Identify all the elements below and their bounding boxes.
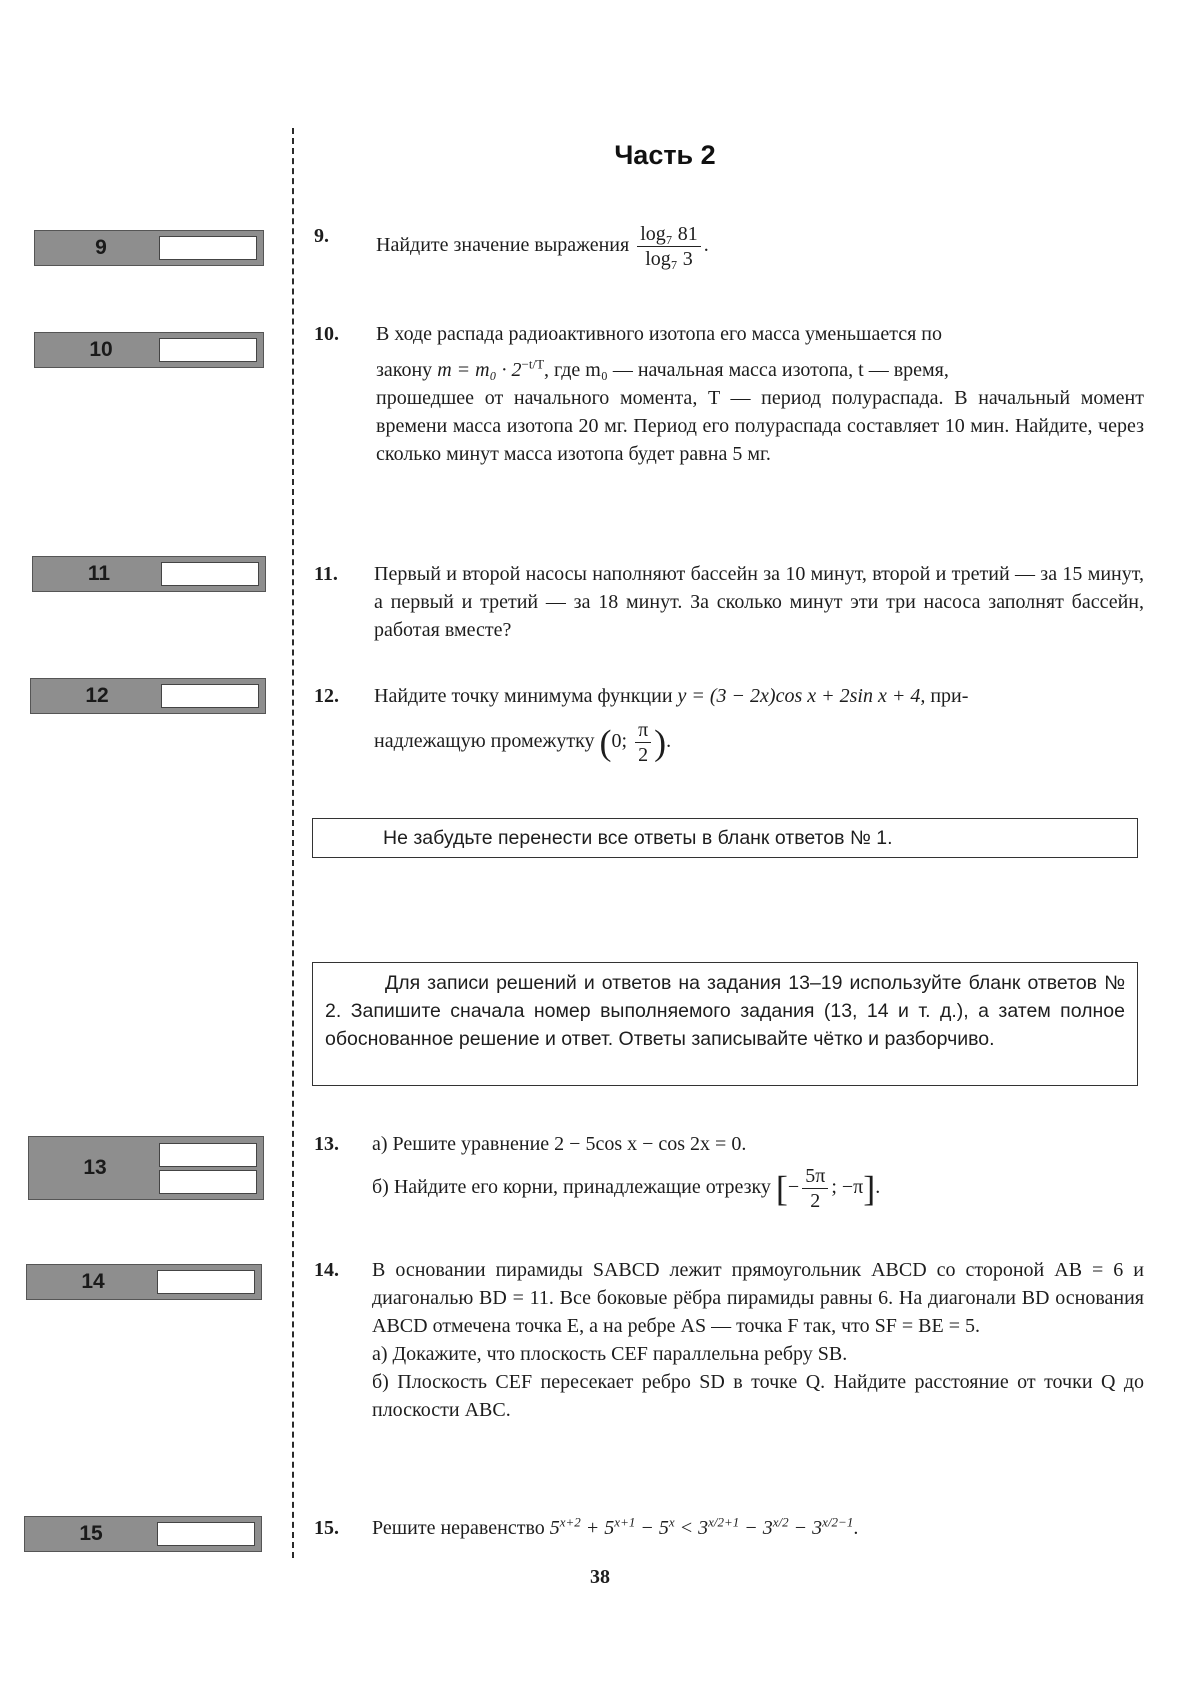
answer-field[interactable]: [159, 236, 257, 260]
answer-box-label: 15: [79, 1522, 103, 1545]
answer-field[interactable]: [157, 1522, 255, 1546]
task-14: [314, 1256, 1144, 1466]
task-line: прошедшее от начального момента, T — период полураспада. В начальный момент времени масса изотопа 20 мг. Период его полураспада составляет 10 мин. Найдите, через сколько минут масса изотопа будет равна 5 мг.: [376, 387, 1144, 465]
formula-part: − 5: [635, 1517, 669, 1539]
fraction: [802, 1164, 828, 1213]
task-number: 11.: [314, 563, 338, 585]
answer-box-label: 9: [95, 236, 107, 259]
formula-exponent: x/2: [772, 1514, 789, 1530]
interval-left: 0;: [611, 730, 628, 753]
task-body: [374, 682, 1144, 767]
task-line: В основании пирамиды SABCD лежит прямоугольник ABCD со стороной AB = 6 и диагональю BD = 11. Все боковые рёбра пирамиды равны 6. На диагонали BD основания ABCD отмечена точка E, а на ребре AS — точка F так, что SF = BE = 5.: [372, 1259, 1144, 1337]
cut-line: [292, 128, 294, 1558]
formula-part: − 3: [739, 1517, 773, 1539]
answer-field[interactable]: [161, 562, 259, 586]
task-end: .: [853, 1517, 859, 1539]
task-12: [314, 682, 1144, 782]
task-line: а) Решите уравнение 2 − 5cos x − cos 2x = 0.: [372, 1133, 747, 1155]
answer-field[interactable]: [159, 338, 257, 362]
formula: y = (3 − 2x)cos x + 2sin x + 4,: [677, 685, 926, 707]
task-13: [314, 1130, 1144, 1220]
instruction-text: Для записи решений и ответов на задания 13–19 используйте бланк ответов № 2. Запишите сначала номер выполняемого задания (13, 14 и т. д.), а затем полное обоснованное решение и ответ. Ответы записывайте чётко и разборчиво.: [325, 972, 1125, 1050]
answer-box-11: [32, 556, 266, 592]
fraction-numerator: 5π: [802, 1164, 828, 1189]
task-line: В ходе распада радиоактивного изотопа его масса уменьшается по: [376, 323, 942, 345]
task-text: Решите неравенство: [372, 1517, 545, 1539]
answer-box-label: 14: [81, 1270, 105, 1293]
formula-exponent: x+1: [614, 1514, 636, 1530]
paren-close: ): [654, 722, 667, 763]
task-body: [376, 222, 1144, 271]
notice-box: Не забудьте перенести все ответы в бланк ответов № 1.: [312, 818, 1138, 858]
fraction-denominator: log₇ 3: [645, 248, 693, 270]
answer-box-13: [28, 1136, 264, 1200]
part-title: Часть 2: [614, 140, 716, 170]
answer-box-15: [24, 1516, 262, 1552]
answer-box-10: [34, 332, 264, 368]
task-10: [314, 320, 1144, 520]
formula-exponent: x/2+1: [708, 1514, 740, 1530]
formula-exponent: x/2−1: [822, 1514, 854, 1530]
task-body: [372, 1130, 1144, 1213]
fraction-numerator: log₇ 81: [637, 222, 701, 247]
task-text: надлежащую промежутку: [374, 730, 595, 753]
answer-box-label: 13: [83, 1156, 107, 1179]
formula: [549, 1514, 854, 1539]
task-text: , где m₀ — начальная масса изотопа, t — время,: [544, 359, 949, 381]
task-body: Первый и второй насосы наполняют бассейн за 10 минут, второй и третий — за 15 минут, а первый и третий — за 18 минут. За сколько минут эти три насоса заполнят бассейн, работая вместе?: [374, 563, 1144, 641]
paren-open: (: [599, 722, 612, 763]
task-11: [314, 560, 1144, 652]
task-line: б) Найдите его корни, принадлежащие отрезку [− $\frac{5\pi}{2}$ ; −π].: [372, 1165, 881, 1212]
task-line: б) Плоскость CEF пересекает ребро SD в точке Q. Найдите расстояние от точки Q до плоскости ABC.: [372, 1371, 1144, 1421]
task-9: [314, 222, 1144, 282]
answer-field-b[interactable]: [159, 1170, 257, 1194]
answer-box-9: [34, 230, 264, 266]
task-text: закону: [376, 359, 433, 381]
task-text: б) Найдите его корни, принадлежащие отрезку: [372, 1176, 771, 1199]
task-body: [372, 1514, 1144, 1542]
task-number: 10.: [314, 323, 339, 345]
task-number: 12.: [314, 685, 339, 707]
task-text: Найдите точку минимума функции: [374, 685, 673, 707]
bracket-open: [: [775, 1168, 788, 1209]
instruction-box: [312, 962, 1138, 1086]
task-line: а) Докажите, что плоскость CEF параллельна ребру SB.: [372, 1343, 848, 1365]
formula-part: < 3: [674, 1517, 709, 1539]
answer-field[interactable]: [157, 1270, 255, 1294]
formula-part: − 3: [788, 1517, 823, 1539]
answer-field[interactable]: [161, 684, 259, 708]
segment-right: ; −π: [831, 1176, 864, 1199]
task-line: [374, 682, 1144, 710]
task-line: [376, 356, 1144, 384]
fraction-denominator: 2: [638, 744, 649, 766]
answer-box-label: 12: [85, 684, 109, 707]
task-body: [372, 1256, 1144, 1424]
answer-box-14: [26, 1264, 262, 1300]
formula-part: + 5: [580, 1517, 615, 1539]
answer-box-label: 10: [89, 338, 113, 361]
formula: m = m₀ · 2: [437, 359, 522, 381]
fraction: [635, 718, 651, 767]
answer-box-12: [30, 678, 266, 714]
bracket-close: ]: [863, 1168, 876, 1209]
task-end: .: [703, 234, 709, 257]
task-number: 15.: [314, 1517, 339, 1539]
task-text: Найдите значение выражения: [376, 234, 630, 257]
formula-part: 5: [549, 1517, 560, 1539]
fraction: [637, 222, 701, 271]
task-number: 9.: [314, 225, 329, 247]
fraction-numerator: π: [635, 718, 651, 743]
formula-exponent: −t/T: [521, 356, 545, 372]
formula-exponent: x: [668, 1514, 675, 1530]
task-text: при-: [930, 685, 969, 707]
answer-field-a[interactable]: [159, 1143, 257, 1167]
task-body: [376, 320, 1144, 468]
page-number: 38: [590, 1566, 610, 1588]
task-15: [314, 1514, 1144, 1554]
task-number: 13.: [314, 1133, 339, 1155]
fraction-denominator: 2: [810, 1190, 821, 1212]
formula-exponent: x+2: [559, 1514, 581, 1530]
answer-box-label: 11: [87, 562, 111, 585]
task-line: надлежащую промежутку (0; $\frac{\pi}{2}$ ).: [374, 719, 672, 766]
task-number: 14.: [314, 1259, 339, 1281]
